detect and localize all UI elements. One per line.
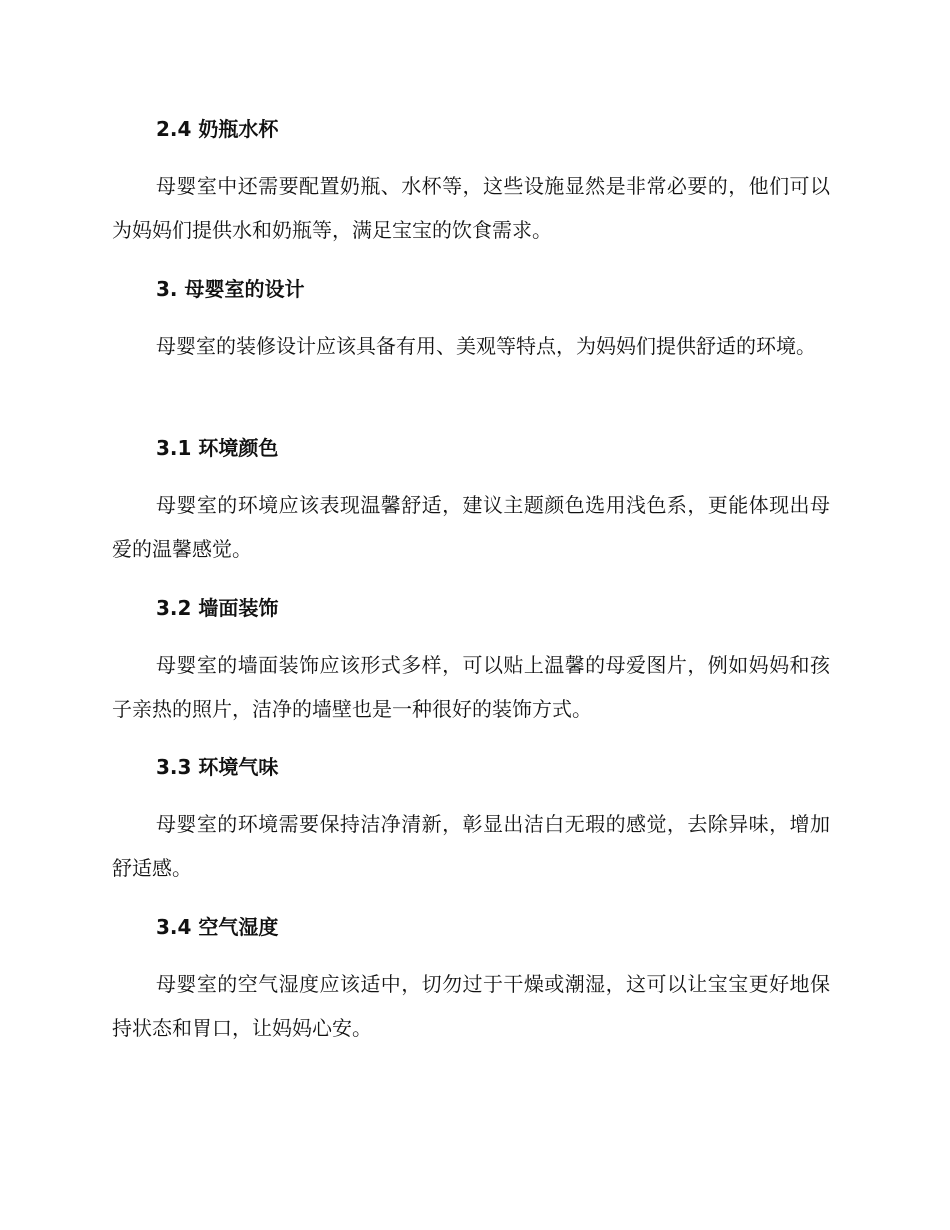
- section-paragraph-3-2: 母婴室的墙面装饰应该形式多样，可以贴上温馨的母爱图片，例如妈妈和孩子亲热的照片，洁净的墙壁也是一种很好的装饰方式。: [112, 653, 830, 721]
- section-paragraph-2-4: 母婴室中还需要配置奶瓶、水杯等，这些设施显然是非常必要的，他们可以为妈妈们提供水和奶瓶等，满足宝宝的饮食需求。: [112, 174, 830, 242]
- section-heading-3-4: 3.4 空气湿度: [156, 915, 279, 939]
- section-paragraph-3-4: 母婴室的空气湿度应该适中，切勿过于干燥或潮湿，这可以让宝宝更好地保持状态和胃口，让妈妈心安。: [112, 972, 830, 1040]
- section-heading-3-2: 3.2 墙面装饰: [156, 596, 279, 620]
- section-paragraph-3-1: 母婴室的环境应该表现温馨舒适，建议主题颜色选用浅色系，更能体现出母爱的温馨感觉。: [112, 493, 830, 561]
- section-heading-3-3: 3.3 环境气味: [156, 755, 279, 779]
- section-heading-3: 3. 母婴室的设计: [156, 277, 305, 301]
- section-heading-2-4: 2.4 奶瓶水杯: [156, 117, 279, 141]
- section-paragraph-3-3: 母婴室的环境需要保持洁净清新，彰显出洁白无瑕的感觉，去除异味，增加舒适感。: [112, 812, 830, 880]
- section-paragraph-3: 母婴室的装修设计应该具备有用、美观等特点，为妈妈们提供舒适的环境。: [156, 334, 816, 358]
- section-heading-3-1: 3.1 环境颜色: [156, 436, 279, 460]
